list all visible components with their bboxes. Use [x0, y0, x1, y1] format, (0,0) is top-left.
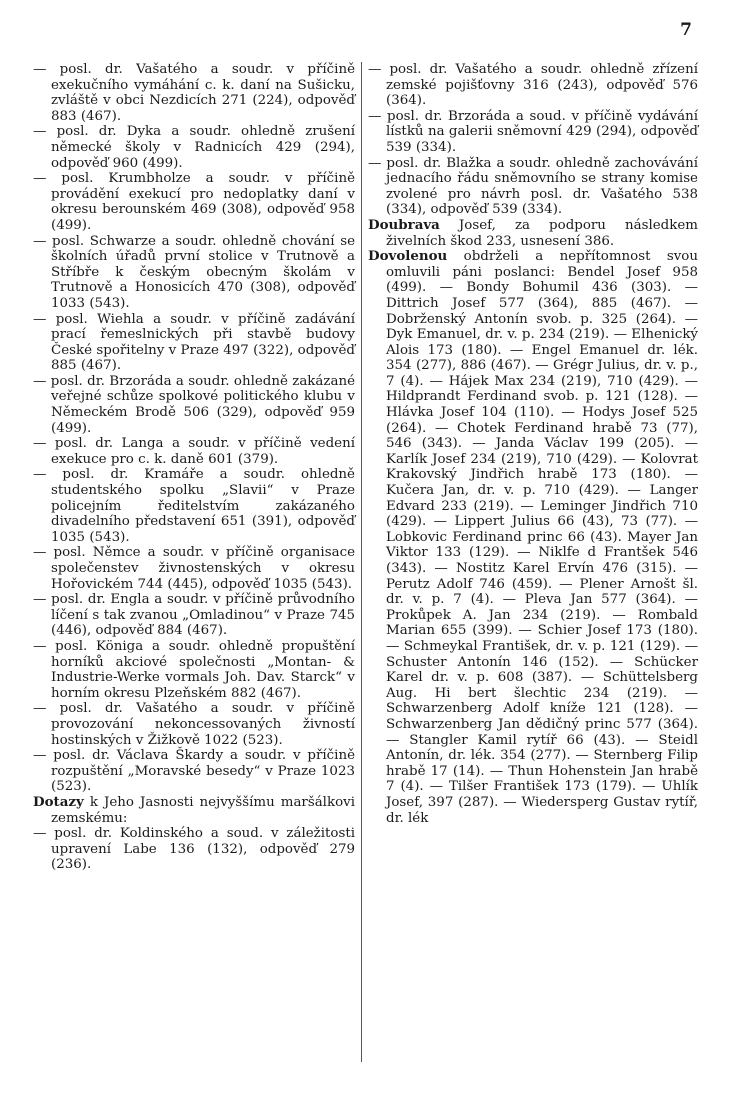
- index-entry: — posl. Schwarze a soudr. ohledně chování se školních úřadů první stolice v Trutnově a Stříbře k českým obecným školám v Trutnově a Honosicích 470 (308), odpověď 1033 (543).: [33, 233, 355, 311]
- index-entry: — posl. dr. Dyka a soudr. ohledně zrušení německé školy v Radnicích 429 (294), odpověď 960 (499).: [33, 124, 355, 171]
- index-heading-term: Doubrava: [368, 216, 440, 233]
- index-heading-text: k Jeho Jasnosti nejvyššímu maršálkovi zemskému:: [51, 794, 355, 826]
- index-entry: — posl. dr. Langa a soudr. v příčině vedení exekuce pro c. k. daně 601 (379).: [33, 436, 355, 467]
- index-entry: — posl. dr. Václava Škardy a soudr. v příčině rozpuštění „Moravské besedy“ v Praze 1023 (523).: [33, 748, 355, 795]
- right-column: [368, 62, 698, 826]
- index-entry: — posl. dr. Engla a soudr. v příčině průvodního líčení s tak zvanou „Omladinou“ v Praze 745 (446), odpověď 884 (467).: [33, 592, 355, 639]
- index-entry: — posl. dr. Kramáře a soudr. ohledně studentského spolku „Slavii“ v Praze policejním ředitelstvím zakázaného divadelního představení 651 (391), odpověď 1035 (543).: [33, 467, 355, 545]
- index-heading-entry: [368, 218, 698, 249]
- page-number: 7: [680, 20, 692, 40]
- column-divider: [361, 62, 362, 1062]
- index-entry: — posl. dr. Brzoráda a soud. v příčině vydávání lístků na galerii sněmovní 429 (294), odpověď 539 (334).: [368, 108, 698, 155]
- index-entry: — posl. Němce a soudr. v příčině organisace společenstev živnostenských v okresu Hořovickém 744 (445), odpověď 1035 (543).: [33, 545, 355, 592]
- index-entry: — posl. dr. Koldinského a soud. v záležitosti upravení Labe 136 (132), odpověď 279 (236).: [33, 826, 355, 873]
- index-entry: — posl. dr. Brzoráda a soudr. ohledně zakázané veřejné schůze spolkové politického klubu v Německém Brodě 506 (329), odpověď 959 (499).: [33, 373, 355, 436]
- index-entry: — posl. dr. Blažka a soudr. ohledně zachovávání jednacího řádu sněmovního se strany komise zvolené pro návrh posl. dr. Vašatého 538 (334), odpověď 539 (334).: [368, 155, 698, 218]
- index-entry: — posl. dr. Vašatého a soudr. v příčině provozování nekoncessovaných živností hostinských v Žižkově 1022 (523).: [33, 701, 355, 748]
- index-entry: — posl. Königa a soudr. ohledně propuštění horníků akciové společnosti „Montan- & Industrie-Werke vormals Joh. Dav. Starck“ v horním okresu Plzeňském 882 (467).: [33, 638, 355, 701]
- index-entry: — posl. Krumbholze a soudr. v příčině provádění exekucí pro nedoplatky daní v okresu berounském 469 (308), odpověď 958 (499).: [33, 171, 355, 233]
- left-column: [33, 62, 355, 873]
- index-heading-text: Josef, za podporu následkem živelních škod 233, usnesení 386.: [386, 217, 698, 249]
- index-heading-entry: [33, 795, 355, 826]
- index-entry: — posl. dr. Vašatého a soudr. ohledně zřízení zemské pojišťovny 316 (243), odpověď 576 (364).: [368, 62, 698, 109]
- index-entry: — posl. Wiehla a soudr. v příčině zadávání prací řemeslnických při stavbě budovy České spořitelny v Praze 497 (322), odpověď 885 (467).: [33, 311, 355, 374]
- index-heading-term: Dovolenou: [368, 248, 448, 265]
- index-entry: — posl. dr. Vašatého a soudr. v příčině exekučního vymáhání c. k. daní na Sušicku, zvláště v obci Nezdicích 271 (224), odpověď 883 (467).: [33, 62, 355, 124]
- index-heading-term: Dotazy: [33, 793, 84, 810]
- index-heading-text: obdrželi a nepřítomnost svou omluvili páni poslanci: Bendel Josef 958 (499). — Bondy Bohumil 436 (303). — Dittrich Josef 577 (364), 885 (467). — Dobrženský Antonín svob. p. 325 (264). — Dyk Emanuel, dr. v. p. 234 (219). — Elhenický Alois 173 (180). — Engel Emanuel dr. lék. 354 (277), 886 (467). — Grégr Julius, dr. v. p., 7 (4). — Hájek Max 234 (219), 710 (429). — Hildprandt Ferdinand svob. p. 121 (128). — Hlávka Josef 104 (110). — Hodys Josef 525 (264). — Chotek Ferdinand hrabě 73 (77), 546 (343). — Janda Václav 199 (205). — Karlík Josef 234 (219), 710 (429). — Kolovrat Krakovský Jindřich hrabě 173 (180). — Kučera Jan, dr. v. p. 710 (429). — Langer Edvard 233 (219). — Leminger Jindřich 710 (429). — Lippert Julius 66 (43), 73 (77). — Lobkovic Ferdinand princ 66 (43). Mayer Jan Viktor 133 (129). — Niklfe d Frantšek 546 (343). — Nostitz Karel Ervín 476 (315). — Perutz Adolf 746 (459). — Plener Arnošt šl. dr. v. p. 7 (4). — Pleva Jan 577 (364). — Prokůpek A. Jan 234 (219). — Rombald Marian 655 (399). — Schier Josef 173 (180). — Schmeykal František, dr. v. p. 121 (129). — Schuster Antonín 146 (152). — Schücker Karel dr. v. p. 608 (387). — Schüttelsberg Aug. Hi bert šlechtic 234 (219). — Schwarzenberg Adolf kníže 121 (128). — Schwarzenberg Jan dědičný princ 577 (364). — Stangler Kamil rytíř 66 (43). — Steidl Antonín, dr. lék. 354 (277). — Sternberg Filip hrabě 17 (14). — Thun Hohenstein Jan hrabě 7 (4). — Tilšer František 173 (179). — Uhlík Josef, 397 (287). — Wiedersperg Gustav rytíř, dr. lék: [386, 249, 698, 826]
- index-heading-entry: [368, 249, 698, 826]
